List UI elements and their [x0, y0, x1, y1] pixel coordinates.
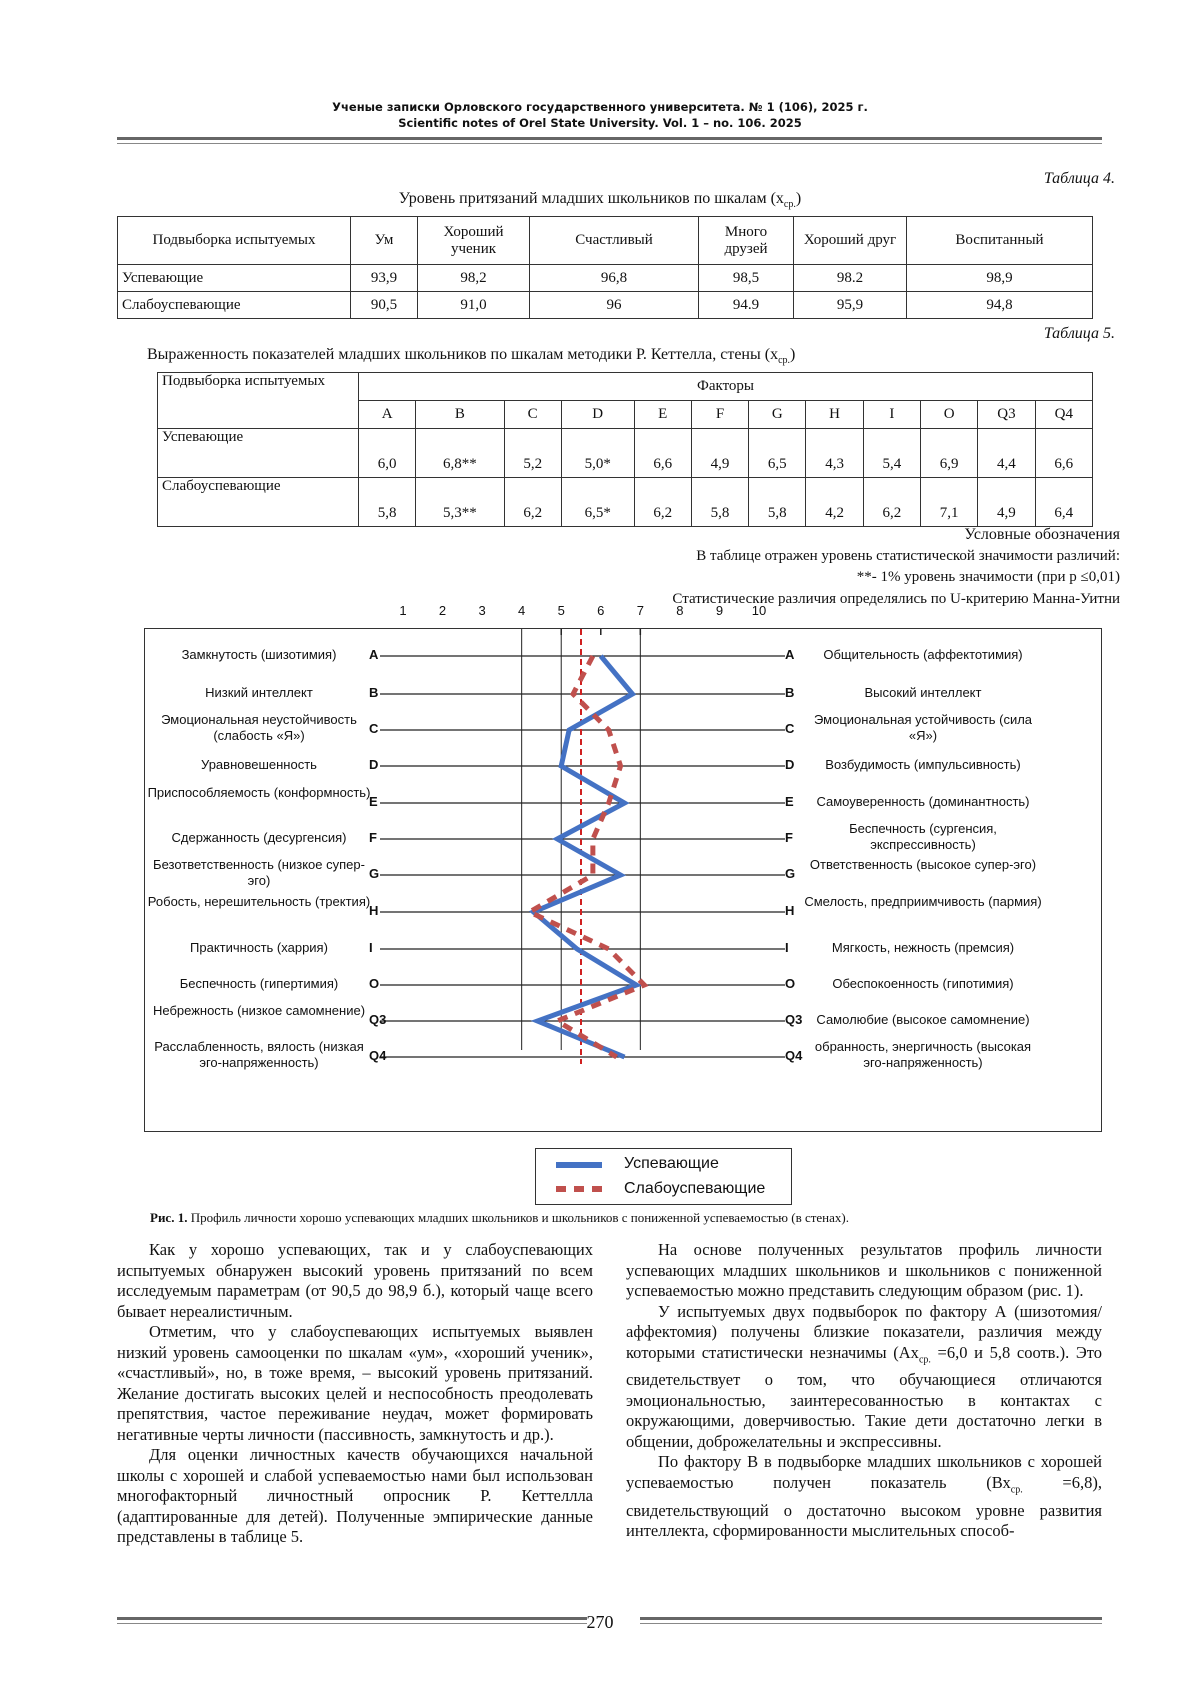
table-cell: 98.2 [794, 265, 907, 292]
paragraph: На основе полученных результатов профиль личности успевающих младших школьников и школьников с пониженной успеваемостью можно представить следующим образом (рис. 1). [626, 1240, 1102, 1300]
table-header-cell: E [634, 401, 691, 429]
paragraph: Отметим, что у слабоуспевающих испытуемых выявлен низкий уровень самооценки по шкалам «ум», «хороший ученик», «счастливый», но, в тоже время, – высокий уровень притязаний. Желание достигать высоких целей и неспособность преодолевать препятствия, частое переживание неудач, может формировать негативные черты личности (пассивность, замкнутость и др.). [117, 1322, 593, 1444]
factor-letter-left: D [369, 757, 379, 772]
factor-label-left: Замкнутость (шизотимия) [181, 647, 337, 662]
table-cell: 4,9 [978, 478, 1035, 527]
table-cell: 96,8 [530, 265, 699, 292]
table-header-row [118, 217, 1093, 265]
factor-label-right: Общительность (аффектотимия) [823, 647, 1023, 662]
table-cell: 7,1 [921, 478, 978, 527]
table-cell: 98,9 [907, 265, 1093, 292]
factor-label-left: Беспечность (гипертимия) [179, 976, 339, 991]
x-tick-label: 7 [636, 603, 644, 618]
table-header-cell: I [863, 401, 920, 429]
x-tick-label: 10 [751, 603, 767, 618]
factor-letter-left: Q3 [369, 1012, 387, 1027]
table-header-cell: Q4 [1035, 401, 1092, 429]
factor-letter-left: H [369, 903, 379, 918]
legend-swatches [544, 1149, 624, 1204]
factor-label-right: Обеспокоенность (гипотимия) [832, 976, 1014, 991]
factor-letter-left: C [369, 721, 379, 736]
table-cell: 6,6 [634, 429, 691, 478]
table-row [158, 478, 1093, 527]
table-cell: 93,9 [351, 265, 418, 292]
table-cell: 95,9 [794, 292, 907, 319]
table-header-cell: C [504, 401, 561, 429]
factor-letter-left: G [369, 866, 380, 881]
table-cell: 4,9 [691, 429, 748, 478]
paragraph: Для оценки личностных качеств обучающихся начальной школы с хорошей и слабой успеваемостью нами был использован многофакторный личностный опросник Р. Кеттеллла (адаптированные для детей). Полученные эмпирические данные представлены в таблице 5. [117, 1445, 593, 1546]
factor-letter-left: I [369, 940, 373, 955]
table-header-cell: Много друзей [699, 217, 794, 265]
table-header-cell: Подвыборка испытуемых [158, 373, 359, 429]
text-column-left [117, 1240, 593, 1548]
notes-line: В таблице отражен уровень статистической значимости различий: [696, 548, 1120, 564]
figure-caption: Рис. 1. Профиль личности хорошо успевающих младших школьников и школьников с пониженной успеваемостью (в стенах). [150, 1210, 849, 1225]
journal-title-en: Scientific notes of Orel State University. Vol. 1 – no. 106. 2025 [398, 116, 802, 130]
table-header-cell: A [359, 401, 416, 429]
table-cell: Слабоуспевающие [118, 292, 351, 319]
table-cell: 6,4 [1035, 478, 1092, 527]
table-cell: 96 [530, 292, 699, 319]
table-header-cell: Подвыборка испытуемых [118, 217, 351, 265]
table-cell: 6,2 [863, 478, 920, 527]
table-cell: 4,4 [978, 429, 1035, 478]
table-cell: 5,4 [863, 429, 920, 478]
text-column-right [626, 1240, 1102, 1542]
factor-letter-left: F [369, 830, 377, 845]
factor-label-left: Практичность (харрия) [190, 940, 328, 955]
table-header-cell: F [691, 401, 748, 429]
factor-letter-left: B [369, 685, 379, 700]
factor-label-left: Расслабленность, вялость (низкая эго-напряженность) [154, 1039, 364, 1070]
factor-label-left: Небрежность (низкое самомнение) [152, 1003, 366, 1018]
factor-letter-right: I [785, 940, 789, 955]
table-header-cell: Счастливый [530, 217, 699, 265]
factor-letter-right: C [785, 721, 795, 736]
x-tick-label: 2 [438, 603, 447, 618]
table-cell: 6,5* [561, 478, 634, 527]
factor-letter-right: F [785, 830, 793, 845]
journal-title-ru: Ученые записки Орловского государственного университета. № 1 (106), 2025 г. [332, 100, 868, 114]
table-cell: Слабоуспевающие [158, 478, 359, 527]
factor-letter-right: E [785, 794, 794, 809]
factor-label-right: Возбудимость (импульсивность) [825, 757, 1021, 772]
table-cell: 5,8 [691, 478, 748, 527]
table-header-cell: Хороший ученик [418, 217, 530, 265]
factor-letter-right: B [785, 685, 795, 700]
table-cell: 4,3 [806, 429, 863, 478]
table-row [118, 292, 1093, 319]
table5 [157, 372, 1093, 527]
table-cell: 6,2 [504, 478, 561, 527]
paragraph: По фактору В в подвыборке младших школьников с хорошей успеваемостью получен показатель $(Вх_{ср.} =6,8)$, свидетельствующий о достаточно высоком уровне развития интеллекта, сформированности мыслительных способ- [626, 1452, 1102, 1541]
factor-letter-left: E [369, 794, 378, 809]
table-row [118, 265, 1093, 292]
page-number: 270 [586, 1612, 614, 1632]
factor-label-left: Низкий интеллект [205, 685, 313, 700]
table-header-cell: O [921, 401, 978, 429]
table-cell: Успевающие [158, 429, 359, 478]
table-cell: 5,2 [504, 429, 561, 478]
header-rule-thin [117, 143, 1102, 144]
table-cell: 6,6 [1035, 429, 1092, 478]
factor-label-right: Ответственность (высокое супер-эго) [809, 857, 1037, 872]
factor-label-left: Безответственность (низкое супер-эго) [153, 857, 365, 888]
table-cell: 94.9 [699, 292, 794, 319]
table-header-cell: Факторы [359, 373, 1093, 401]
factor-letter-right: Q4 [785, 1048, 803, 1063]
table-header-cell: Q3 [978, 401, 1035, 429]
factor-letter-right: G [785, 866, 796, 881]
x-tick-label: 6 [597, 603, 605, 618]
series-line-successful [534, 656, 637, 1057]
header-rule [117, 137, 1102, 140]
table-header-row [158, 373, 1093, 401]
table-cell: 5,8 [749, 478, 806, 527]
factor-label-right: Самоуверенность (доминантность) [816, 794, 1030, 809]
factor-label-left: Робость, нерешительность (тректия) [147, 894, 371, 909]
factor-label-left: Уравновешенность [201, 757, 317, 772]
factor-label-right: обранность, энергичность (высокая эго-напряженность) [814, 1039, 1032, 1070]
factor-letter-left: Q4 [369, 1048, 387, 1063]
factor-letter-right: O [785, 976, 796, 991]
table-cell: 6,2 [634, 478, 691, 527]
factor-label-right: Беспечность (сургенсия, экспрессивность) [849, 821, 997, 852]
table4-title: Уровень притязаний младших школьников по шкалам $(x_{ср.})$ [398, 190, 802, 211]
factor-label-left: Эмоциональная неустойчивость (слабость «Я») [161, 712, 357, 743]
table-cell: 98,2 [418, 265, 530, 292]
factor-letter-left: O [369, 976, 380, 991]
table-cell: 94,8 [907, 292, 1093, 319]
x-tick-label: 8 [676, 603, 684, 618]
table-cell: 5,0* [561, 429, 634, 478]
table-cell: 6,8** [416, 429, 504, 478]
personality-profile-chart [144, 603, 1102, 1132]
legend-label: Успевающие [624, 1155, 719, 1172]
x-tick-label: 3 [478, 603, 486, 618]
factor-letter-right: H [785, 903, 795, 918]
factor-letter-right: D [785, 757, 795, 772]
table5-caption: Таблица 5. [1043, 325, 1115, 342]
chart-legend [535, 1148, 792, 1205]
table-cell: 5,8 [359, 478, 416, 527]
table-header-cell: Ум [351, 217, 418, 265]
table-cell: 4,2 [806, 478, 863, 527]
table-header-cell: H [806, 401, 863, 429]
notes-line: **- 1% уровень значимости (при p ≤0,01) [856, 569, 1120, 585]
factor-label-right: Эмоциональная устойчивость (сила «Я») [813, 712, 1033, 743]
table-cell: 98,5 [699, 265, 794, 292]
notes-title: Условные обозначения [964, 526, 1120, 543]
table-row [158, 429, 1093, 478]
table-cell: 6,9 [921, 429, 978, 478]
factor-label-right: Мягкость, нежность (премсия) [831, 940, 1015, 955]
table-cell: 6,5 [749, 429, 806, 478]
factor-label-right: Самолюбие (высокое самомнение) [816, 1012, 1030, 1027]
factor-letter-left: A [369, 647, 379, 662]
table-header-cell: D [561, 401, 634, 429]
factor-label-left: Приспособляемость (конформность) [147, 785, 371, 800]
table-cell: Успевающие [118, 265, 351, 292]
x-tick-label: 9 [715, 603, 724, 618]
table-header-cell: Хороший друг [794, 217, 907, 265]
x-tick-label: 1 [399, 603, 407, 618]
notes-line: Статистические различия определялись по U-критерию Манна-Уитни [672, 591, 1120, 607]
table-header-cell: G [749, 401, 806, 429]
table4-caption: Таблица 4. [1043, 170, 1115, 187]
table-cell: 91,0 [418, 292, 530, 319]
x-tick-label: 5 [557, 603, 565, 618]
factor-letter-right: A [785, 647, 795, 662]
table-header-cell: Воспитанный [907, 217, 1093, 265]
paragraph: Как у хорошо успевающих, так и у слабоуспевающих испытуемых обнаружен высокий уровень притязаний по всем исследуемым параметрам (от 90,5 до 98,9 б.), который чаще всего бывает нереалистичным. [117, 1240, 593, 1321]
factor-label-left: Сдержанность (десургенсия) [171, 830, 347, 845]
paragraph: У испытуемых двух подвыборок по фактору А (шизотомия/аффектомия) получены близкие показатели, различия между которыми статистически незначимы ($Ах_{ср.} =6,0$ и 5,8 соотв.). Это свидетельствует о том, что обучающиеся отличаются эмоциональностью, заинтересованностью в контактах с окружающими, доверчивостью. Такие дети достаточно легки в общении, доброжелательны и экспрессивны. [626, 1301, 1103, 1451]
table-header-cell: B [416, 401, 504, 429]
legend-label: Слабоуспевающие [624, 1180, 766, 1197]
factor-label-right: Высокий интеллект [864, 685, 982, 700]
x-tick-label: 4 [518, 603, 526, 618]
table5-title: Выраженность показателей младших школьников по шкалам методики Р. Кеттелла, стены $(x_{ср.})$ [147, 346, 796, 367]
table4 [117, 216, 1093, 319]
table-cell: 6,0 [359, 429, 416, 478]
table-cell: 5,3** [416, 478, 504, 527]
table-cell: 90,5 [351, 292, 418, 319]
factor-letter-right: Q3 [785, 1012, 803, 1027]
factor-label-right: Смелость, предприимчивость (пармия) [804, 894, 1042, 909]
